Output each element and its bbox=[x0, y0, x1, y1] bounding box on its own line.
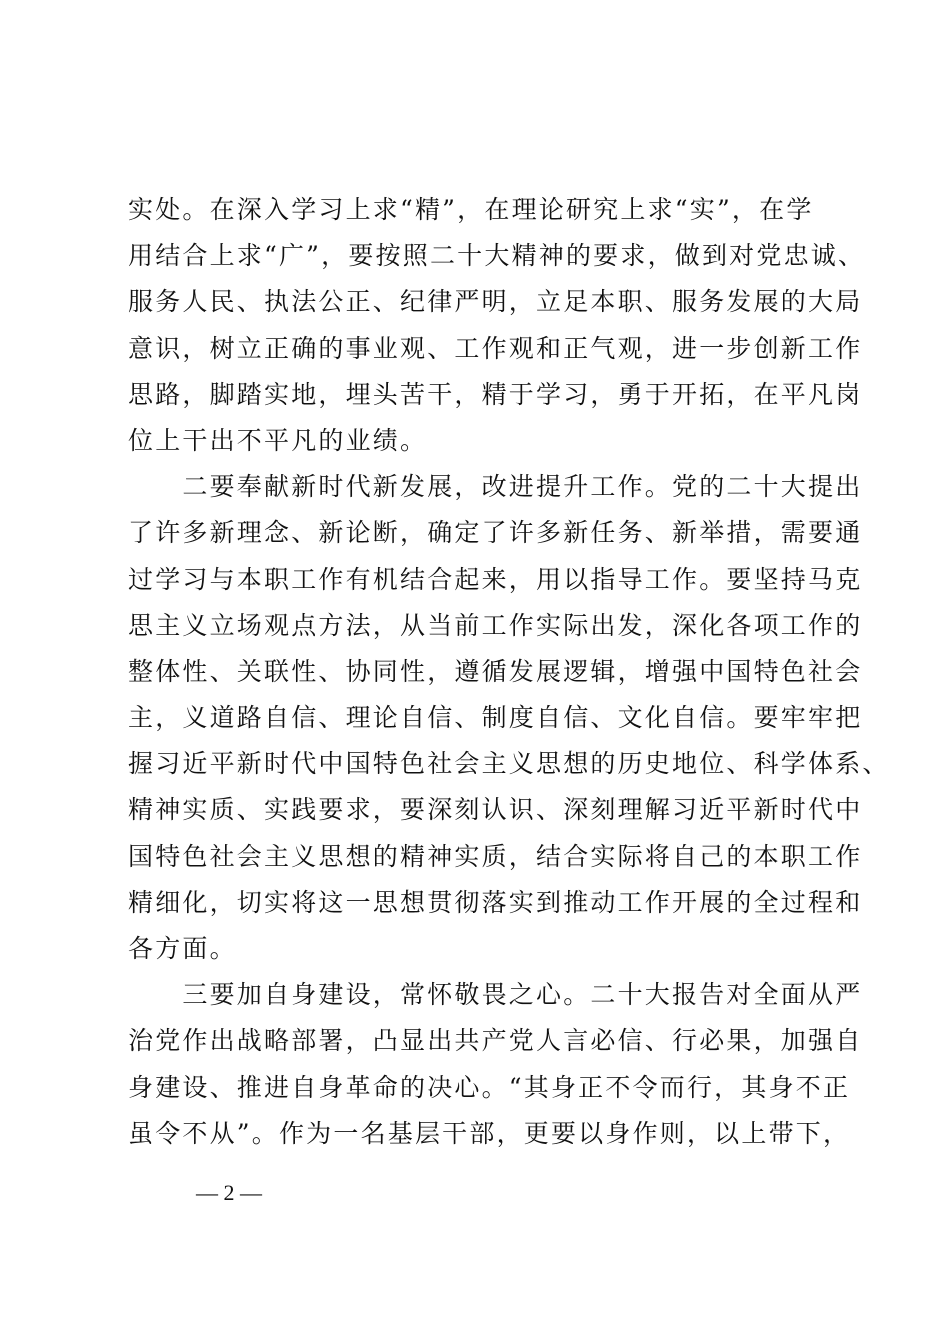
page-number: — 2 — bbox=[196, 1180, 262, 1205]
text-line: 握习近平新时代中国特色社会主义思想的历史地位、科学体系、 bbox=[128, 749, 890, 779]
text-line: 主，义道路自信、理论自信、制度自信、文化自信。要牢牢把 bbox=[128, 703, 863, 733]
text-line: 实处。在深入学习上求“精”，在理论研究上求“实”，在学 bbox=[128, 195, 814, 224]
text-line: 治党作出战略部署，凸显出共产党人言必信、行必果，加强自 bbox=[128, 1026, 863, 1056]
text-line: 了许多新理念、新论断，确定了许多新任务、新举措，需要通 bbox=[128, 518, 863, 548]
text-line: 三要加自身建设，常怀敬畏之心。二十大报告对全面从严 bbox=[128, 980, 863, 1010]
text-line: 用结合上求“广”，要按照二十大精神的要求，做到对党忠诚、 bbox=[128, 241, 866, 271]
text-line: 各方面。 bbox=[128, 934, 237, 963]
text-line: 精细化，切实将这一思想贯彻落实到推动工作开展的全过程和 bbox=[128, 887, 863, 917]
text-line: 二要奉献新时代新发展，改进提升工作。党的二十大提出 bbox=[128, 472, 863, 502]
text-line: 位上干出不平凡的业绩。 bbox=[128, 425, 428, 455]
text-line: 过学习与本职工作有机结合起来，用以指导工作。要坚持马克 bbox=[128, 564, 863, 594]
page-body bbox=[128, 187, 890, 1157]
text-line: 精神实质、实践要求，要深刻认识、深刻理解习近平新时代中 bbox=[128, 795, 863, 825]
text-line: 意识，树立正确的事业观、工作观和正气观，进一步创新工作 bbox=[128, 333, 863, 363]
text-line: 思路，脚踏实地，埋头苦干，精于学习，勇于开拓，在平凡岗 bbox=[128, 379, 863, 409]
text-line: 服务人民、执法公正、纪律严明，立足本职、服务发展的大局 bbox=[128, 287, 863, 317]
text-line: 虽令不从”。作为一名基层干部，更要以身作则，以上带下， bbox=[128, 1118, 851, 1148]
text-line: 身建设、推进自身革命的决心。“其身正不令而行，其身不正 bbox=[128, 1072, 851, 1102]
text-line: 整体性、关联性、协同性，遵循发展逻辑，增强中国特色社会 bbox=[128, 656, 863, 686]
text-line: 思主义立场观点方法，从当前工作实际出发，深化各项工作的 bbox=[128, 610, 863, 640]
text-line: 国特色社会主义思想的精神实质，结合实际将自己的本职工作 bbox=[128, 841, 863, 871]
